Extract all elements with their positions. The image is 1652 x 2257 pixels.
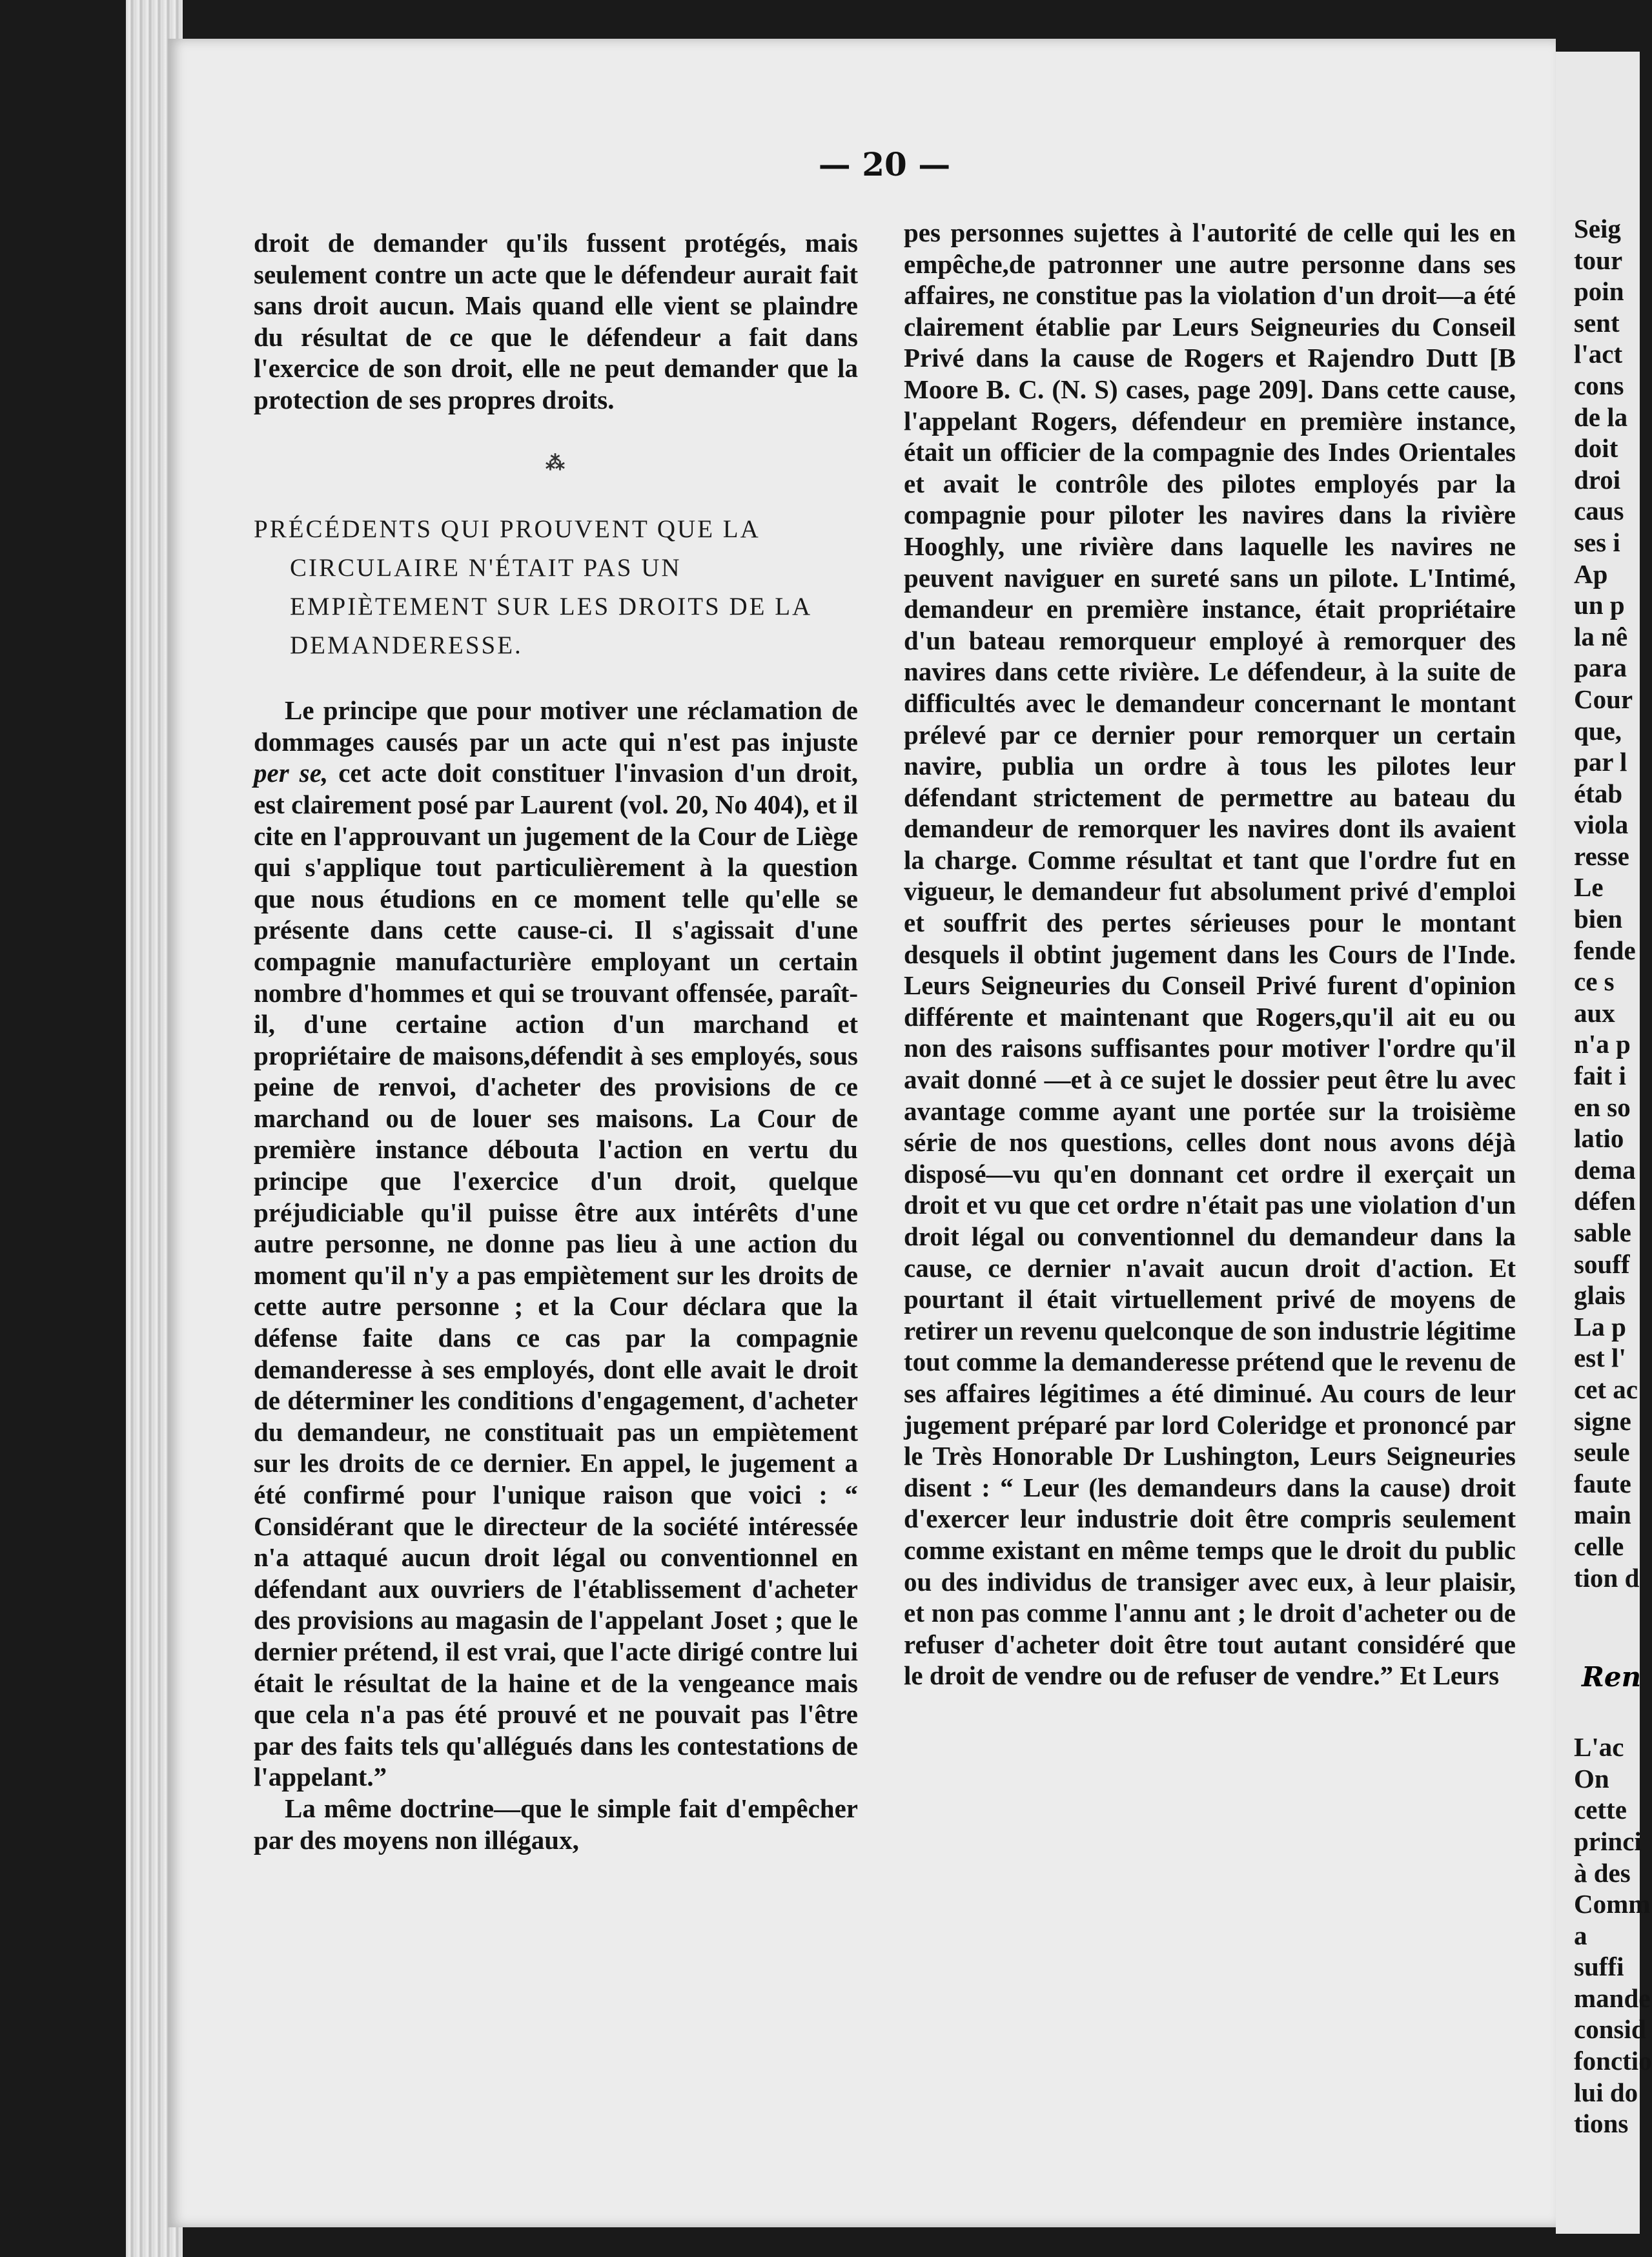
fragment-line: en so <box>1574 1092 1631 1122</box>
fragment-line: défen <box>1574 1186 1636 1216</box>
fragment-line: droi <box>1574 464 1621 495</box>
middle-column <box>904 217 1516 1691</box>
fragment-line: celle <box>1574 1531 1624 1561</box>
fragment-line: par l <box>1574 747 1627 777</box>
fragment-line: la nê <box>1574 621 1628 651</box>
fragment-line: Cour <box>1574 684 1633 714</box>
fragment-line: princi <box>1574 1826 1642 1856</box>
asterism-ornament: ⁂ <box>546 452 566 474</box>
paragraph: La même doctrine—que le simple fait d'empêcher par des moyens non illégaux, <box>254 1793 858 1855</box>
fragment-line: seule <box>1574 1437 1630 1467</box>
fragment-line: latio <box>1574 1123 1624 1154</box>
fragment-line: cette <box>1574 1795 1627 1825</box>
fragment-line: consid <box>1574 2014 1646 2045</box>
paragraph: droit de demander qu'ils fussent protégés, mais seulement contre un acte que le défendeur aurait fait sans droit aucun. Mais quand elle vient se plaindre du résultat de ce que le défendeur a fait dans l'exercice de son droit, elle ne peut demander que la protection de ses propres droits. <box>254 228 858 414</box>
fragment-line: tour <box>1574 245 1623 275</box>
italic-phrase: per se, <box>254 758 329 788</box>
fragment-line: On <box>1574 1763 1609 1793</box>
fragment-line: La p <box>1574 1311 1626 1342</box>
fragment-line: main <box>1574 1500 1631 1530</box>
section-heading <box>254 510 858 665</box>
fragment-line: lui do <box>1574 2077 1638 2107</box>
fragment-line: Comm <box>1574 1889 1651 1919</box>
fragment-line: dema <box>1574 1154 1636 1185</box>
fragment-line: tion d <box>1574 1562 1640 1593</box>
fragment-line: bien <box>1574 904 1623 934</box>
heading-line: DEMANDERESSE. <box>290 631 523 660</box>
left-column <box>254 227 858 1855</box>
fragment-line: ses i <box>1574 527 1620 557</box>
fragment-line: fonctio <box>1574 2046 1652 2076</box>
fragment-line: étab <box>1574 778 1623 808</box>
fragment-line: de la <box>1574 402 1628 432</box>
fragment-line: viola <box>1574 810 1629 840</box>
fragment-line: cons <box>1574 370 1624 400</box>
fragment-bottom <box>1556 1731 1652 2140</box>
fragment-line: mande <box>1574 1983 1651 2013</box>
fragment-line: souff <box>1574 1249 1630 1279</box>
fragment-line: cet ac <box>1574 1374 1638 1404</box>
fragment-line: glais <box>1574 1280 1626 1311</box>
fragment-heading: Ren <box>1582 1661 1642 1693</box>
adjacent-page-fragment <box>1556 52 1652 2234</box>
fragment-line: Le <box>1574 872 1604 903</box>
page-number: — 20 — <box>818 145 951 183</box>
heading-line: PRÉCÉDENTS QUI PROUVENT QUE LA <box>254 515 760 544</box>
text-run: cet acte doit constituer l'invasion d'un droit, est clairement posé par Laurent (vol. 20, No 404), et il cite en l'approuvant un jugement de la Cour de Liège qui s'applique tout particulièrement à la question que nous étudions en ce moment telle qu'elle se présente dans cette cause-ci. Il s'agissait d'une compagnie manufacturière employant un certain nombre d'hommes et qui se trouvant offensée, paraît-il, d'une certaine action d'un marchand et propriétaire de maisons,défendit à ses employés, sous peine de renvoi, d'acheter des provisions de ce marchand ou de louer ses maisons. La Cour de première instance débouta l'action en vertu du principe que l'exercice d'un droit, quelque préjudiciable qu'il puisse être aux intérêts d'une autre personne, ne donne pas lieu à une action du moment qu'il n'y a pas empiètement sur les droits de cette autre personne ; et la Cour déclara que la défense faite dans ce cas par la compagnie demanderesse à ses employés, dont elle avait le droit de déterminer les conditions d'engagement, d'acheter du demandeur, ne constituait pas un empiètement sur les droits de ce dernier. En appel, le jugement a été confirmé pour l'unique raison que voici : “ Considérant que le directeur de la société intéressée n'a attaqué aucun droit légal ou conventionnel en défendant aux ouvriers de l'établissement d'acheter des provisions au magasin de l'appelant Joset ; que le dernier prétend, il est vrai, que l'acte dirigé contre lui était le résultat de la haine et de la vengeance mais que cela n'a pas été prouvé et ne pouvait pas l'être par des faits tels qu'allégués dans les contestations de l'appelant.” <box>254 758 858 1792</box>
fragment-line: tions <box>1574 2109 1629 2139</box>
fragment-line: fende <box>1574 935 1636 965</box>
fragment-line: Ap <box>1574 558 1608 589</box>
heading-line: CIRCULAIRE N'ÉTAIT PAS UN EMPIÈTEMENT SUR LES DROITS DE LA <box>290 554 813 621</box>
fragment-line: caus <box>1574 496 1624 526</box>
fragment-line: à des <box>1574 1857 1631 1888</box>
fragment-line: un p <box>1574 590 1625 620</box>
fragment-line: l'act <box>1574 339 1623 369</box>
fragment-line: sable <box>1574 1218 1631 1247</box>
fragment-line: aux <box>1574 997 1615 1028</box>
fragment-line: n'a p <box>1574 1029 1631 1059</box>
text-run: Le principe que pour motiver une réclamation de dommages causés par un acte qui n'est pas injuste <box>254 695 858 757</box>
fragment-line: resse <box>1574 841 1629 871</box>
fragment-line: poin <box>1574 276 1624 307</box>
fragment-line: doit <box>1574 433 1618 464</box>
paragraph <box>254 695 858 1793</box>
fragment-line: ce s <box>1574 966 1615 997</box>
fragment-line: para <box>1574 653 1627 683</box>
fragment-line: fait i <box>1574 1061 1626 1091</box>
fragment-line: faute <box>1574 1468 1631 1498</box>
fragment-line: a suffi <box>1574 1920 1624 1982</box>
fragment-line: L'ac <box>1574 1732 1624 1762</box>
fragment-line: Seig <box>1574 214 1621 243</box>
fragment-line: est l' <box>1574 1343 1626 1373</box>
fragment-line: que, <box>1574 715 1622 746</box>
fragment-top <box>1556 52 1640 1593</box>
paragraph: pes personnes sujettes à l'autorité de celle qui les en empêche,de patronner une autre personne dans ses affaires, ne constitue pas la violation d'un droit—a été clairement établie par Leurs Seigneuries du Conseil Privé dans la cause de Rogers et Rajendro Dutt [B Moore B. C. (N. S) cases, page 209]. Dans cette cause, l'appelant Rogers, défendeur en première instance, était un officier de la compagnie des Indes Orientales et avait le contrôle des pilotes employés par la compagnie pour piloter les navires dans la rivière Hooghly, une rivière dans laquelle les navires ne peuvent naviguer en sureté sans un pilote. L'Intimé, demandeur en première instance, était propriétaire d'un bateau remorqueur employé à remorquer des navires dans cette rivière. Le défendeur, à la suite de difficultés avec le demandeur concernant le montant prélevé par ce dernier pour remorquer un certain navire, publia un ordre à tous les pilotes leur défendant strictement de permettre au bateau du demandeur de remorquer les navires dont ils avaient la charge. Comme résultat et tant que l'ordre fut en vigueur, le demandeur fut absolument privé d'emploi et souffrit des pertes sérieuses pour le montant desquels il obtint jugement dans les Cours de l'Inde. Leurs Seigneuries du Conseil Privé furent d'opinion différente et maintenant que Rogers,qu'il ait eu ou non des raisons suffisantes pour motiver l'ordre qu'il avait donné —et à ce sujet le dossier peut être lu avec avantage comme ayant une portée sur la troisième série de nos questions, celles dont nous avons déjà disposé—vu qu'en donnant cet ordre il exerçait un droit et vu que cet ordre n'était pas une violation d'un droit légal ou conventionnel du demandeur dans la cause, ce dernier n'avait aucun droit d'action. Et pourtant il était virtuellement privé de moyens de retirer un revenu quelconque de son industrie légitime tout comme la demanderesse prétend que le revenu de ses affaires légitimes a été diminué. Au cours de leur jugement préparé par lord Coleridge et prononcé par le Très Honorable Dr Lushington, Leurs Seigneuries disent : “ Leur (les demandeurs dans la cause) droit d'exercer leur industrie doit être compris seulement comme existant en même temps que le droit du public ou des individus de transiger avec eux, à leur plaisir, et non pas comme l'annu ant ; le droit d'acheter ou de refuser d'acheter doit être tout autant considéré que le droit de vendre ou de refuser de vendre.” Et Leurs <box>904 218 1516 1691</box>
fragment-line: sent <box>1574 307 1620 338</box>
fragment-line: signe <box>1574 1405 1631 1436</box>
